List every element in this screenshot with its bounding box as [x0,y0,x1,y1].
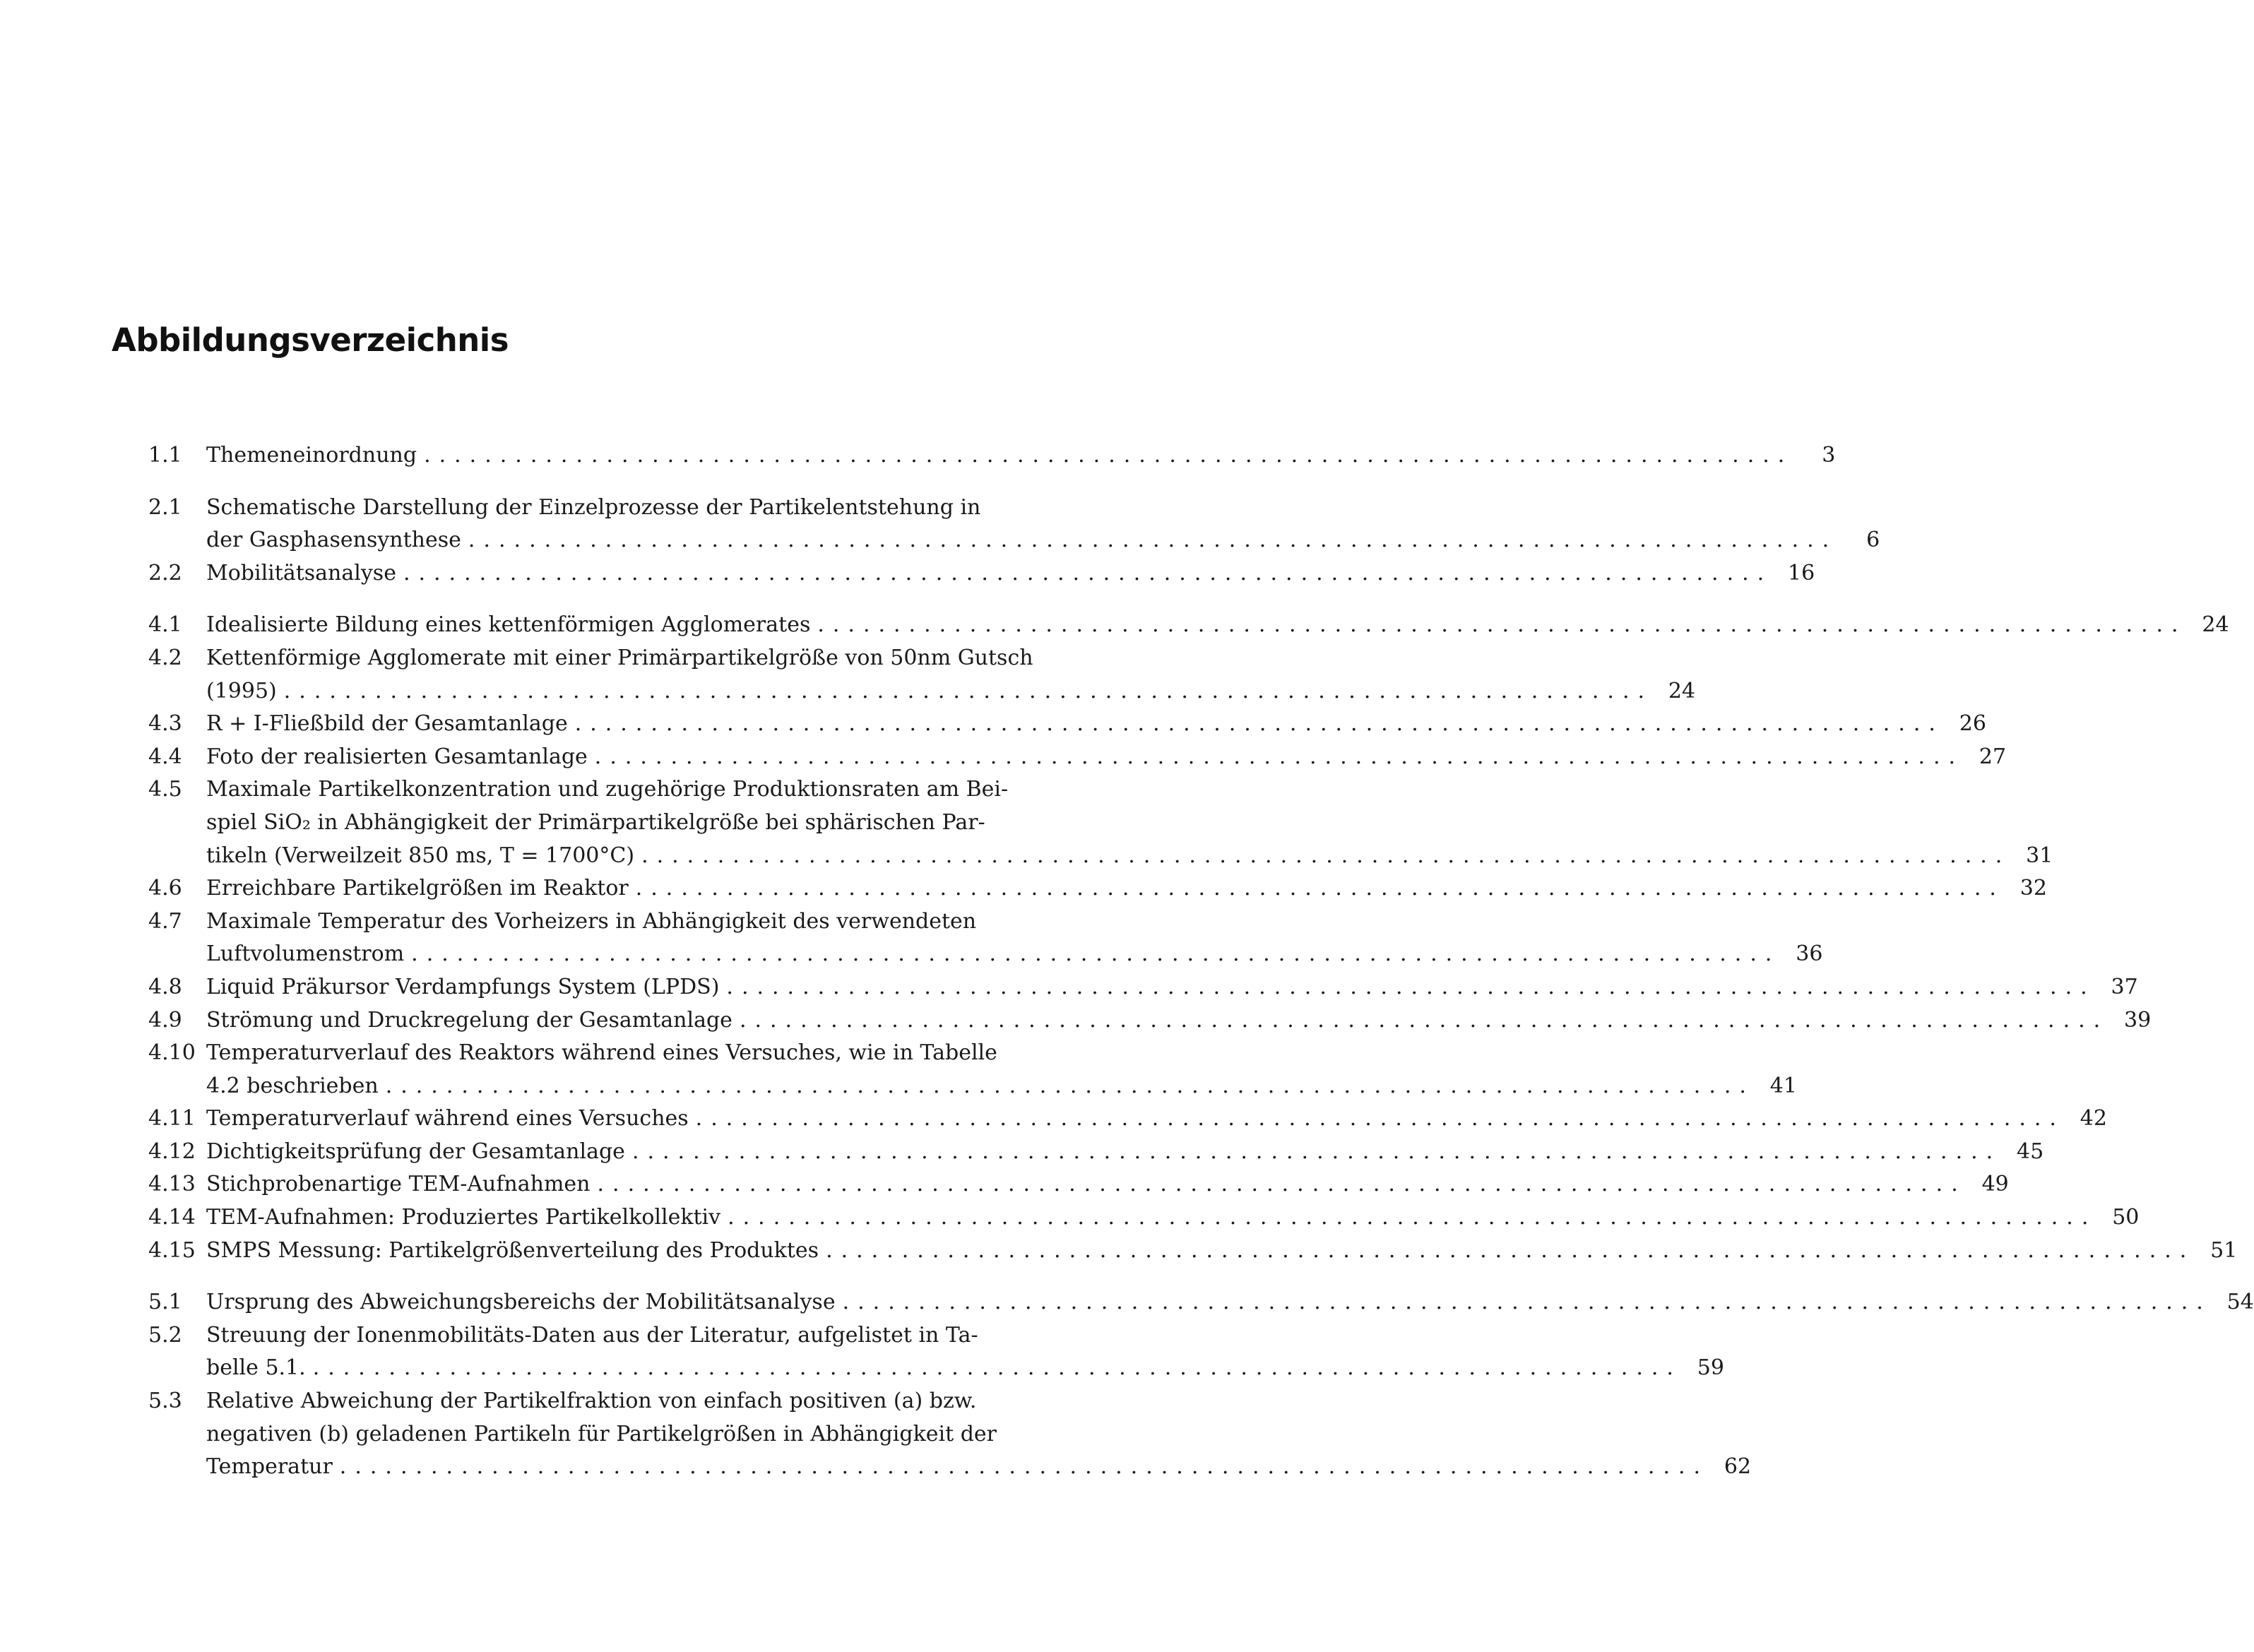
dot-leader: .......................................................................................... [695,1106,2065,1131]
figure-number: 4.10 [148,1040,196,1066]
dot-leader: .......................................................................................... [631,1139,2002,1164]
chapter-group [148,492,1880,590]
caption-last-line [206,1070,1797,1103]
figure-number: 4.7 [148,908,182,934]
caption-last-line [206,840,2053,873]
figure-entry[interactable] [148,905,1823,971]
figure-number: 5.2 [148,1322,182,1348]
page-number: 24 [2202,612,2229,638]
dot-leader: .......................................................................................... [826,1237,2195,1263]
caption-last-line [206,439,1835,473]
dot-leader: .......................................................................................... [403,560,1773,586]
caption-line: belle 5.1. [206,1355,306,1381]
figure-caption [206,642,1695,708]
dot-leader: .......................................................................................... [594,744,1964,769]
page-number: 54 [2226,1290,2254,1315]
caption-line: Strömung und Druckregelung der Gesamtanlage [206,1007,732,1033]
page-number: 6 [1866,528,1880,553]
figure-caption [206,971,2138,1004]
figure-entry[interactable] [148,1136,2044,1169]
page-number: 45 [2017,1139,2044,1164]
caption-line: Liquid Präkursor Verdampfungs System (LPDS) [206,974,720,999]
figure-caption [206,1004,2151,1038]
page-number: 26 [1959,711,1986,737]
figure-number: 4.3 [148,711,182,737]
figure-entry[interactable] [148,1004,2152,1038]
dot-leader: .......................................................................................... [468,528,1838,553]
caption-last-line [206,1235,2237,1268]
figure-entry[interactable] [148,557,1815,590]
caption-last-line [206,609,2229,642]
caption-line: negativen (b) geladenen Partikeln für Partikelgrößen in Abhängigkeit der [206,1421,997,1446]
caption-line: Stichprobenartige TEM-Aufnahmen [206,1172,591,1197]
dot-leader: .......................................................................................... [726,974,2096,999]
figure-caption [206,1385,1751,1484]
figure-caption [206,708,1986,741]
figure-caption [206,773,2053,872]
page-number: 39 [2124,1007,2152,1033]
figure-entry[interactable] [148,1286,2254,1319]
page-number: 37 [2111,974,2138,999]
caption-line: Themeneinordnung [206,443,417,468]
figure-caption [206,1286,2254,1319]
caption-line: spiel SiO₂ in Abhängigkeit der Primärpartikelgröße bei sphärischen Par- [206,809,985,835]
figure-caption [206,439,1835,473]
caption-line: Ursprung des Abweichungsbereichs der Mobilitätsanalyse [206,1290,836,1315]
caption-last-line [206,1004,2151,1038]
dot-leader: .......................................................................................... [339,1454,1709,1480]
dot-leader: .......................................................................................... [424,443,1793,468]
caption-line: Kettenförmige Agglomerate mit einer Primärpartikelgröße von 50nm Gutsch [206,645,1033,670]
dot-leader: .......................................................................................... [728,1205,2097,1230]
page-title: Abbildungsverzeichnis [112,321,509,359]
caption-line: TEM-Aufnahmen: Produziertes Partikelkollektiv [206,1205,721,1230]
figure-caption [206,492,1880,557]
caption-line: Schematische Darstellung der Einzelprozesse der Partikelentstehung in [206,494,981,520]
caption-line: Maximale Temperatur des Vorheizers in Abhängigkeit des verwendeten [206,908,977,934]
page-number: 32 [2019,876,2047,901]
caption-last-line [206,1136,2044,1169]
list-of-figures [148,439,2254,1503]
caption-line: Luftvolumenstrom [206,941,405,967]
caption-last-line [206,1286,2254,1319]
figure-number: 4.11 [148,1106,196,1131]
figure-number: 1.1 [148,443,182,468]
dot-leader: .......................................................................................... [312,1355,1682,1381]
figure-caption [206,1037,1797,1103]
figure-entry[interactable] [148,741,2007,774]
figure-caption [206,1319,1724,1385]
caption-line: Maximale Partikelkonzentration und zugehörige Produktionsraten am Bei- [206,777,1009,802]
caption-line: Dichtigkeitsprüfung der Gesamtanlage [206,1139,625,1164]
figure-entry[interactable] [148,439,1836,473]
figure-number: 4.1 [148,612,182,638]
page-number: 51 [2210,1237,2238,1263]
dot-leader: .......................................................................................... [385,1073,1755,1098]
figure-number: 5.3 [148,1389,182,1414]
caption-last-line [206,675,1695,708]
figure-entry[interactable] [148,609,2229,642]
caption-last-line [206,971,2138,1004]
page-number: 16 [1788,560,1815,586]
caption-line: Streuung der Ionenmobilitäts-Daten aus der Literatur, aufgelistet in Ta- [206,1322,978,1348]
caption-last-line [206,557,1815,590]
chapter-group [148,609,2238,1267]
figure-number: 4.12 [148,1139,196,1164]
caption-line: Foto der realisierten Gesamtanlage [206,744,588,769]
figure-entry[interactable] [148,971,2138,1004]
dot-leader: .......................................................................................... [842,1290,2212,1315]
figure-entry[interactable] [148,1319,1724,1385]
caption-line: Idealisierte Bildung eines kettenförmigen Agglomerates [206,612,811,638]
figure-caption [206,905,1822,971]
caption-line: Relative Abweichung der Partikelfraktion von einfach positiven (a) bzw. [206,1389,977,1414]
page-number: 62 [1724,1454,1752,1480]
figure-caption [206,1103,2107,1136]
figure-number: 4.6 [148,876,182,901]
caption-last-line [206,708,1986,741]
figure-number: 4.5 [148,777,182,802]
caption-line: Mobilitätsanalyse [206,560,396,586]
figure-caption [206,872,2047,905]
chapter-group [148,439,1836,473]
figure-entry[interactable] [148,773,2053,872]
caption-line: 4.2 beschrieben [206,1073,379,1098]
dot-leader: .......................................................................................... [283,678,1654,703]
dot-leader: .......................................................................................... [597,1172,1967,1197]
dot-leader: .......................................................................................... [635,876,2005,901]
caption-last-line [206,1451,1751,1484]
page-number: 59 [1697,1355,1724,1381]
figure-number: 4.8 [148,974,182,999]
figure-number: 5.1 [148,1290,182,1315]
figure-caption [206,609,2229,642]
figure-caption [206,1201,2139,1235]
caption-line: Temperaturverlauf während eines Versuches [206,1106,689,1131]
caption-last-line [206,1168,2009,1201]
figure-entry[interactable] [148,872,2047,905]
dot-leader: .......................................................................................... [574,711,1944,737]
page-number: 24 [1668,678,1696,703]
dot-leader: .......................................................................................... [817,612,2187,638]
figure-entry[interactable] [148,1037,1797,1103]
figure-entry[interactable] [148,492,1880,557]
figure-entry[interactable] [148,1235,2238,1268]
figure-number: 4.15 [148,1237,196,1263]
figure-number: 4.2 [148,645,182,670]
figure-entry[interactable] [148,1201,2140,1235]
figure-entry[interactable] [148,1103,2107,1136]
dot-leader: .......................................................................................... [641,843,2011,868]
page-number: 49 [1981,1172,2009,1197]
caption-line: Temperatur [206,1454,333,1480]
figure-entry[interactable] [148,642,1696,708]
caption-last-line [206,1103,2107,1136]
figure-caption [206,741,2006,774]
figure-entry[interactable] [148,1168,2009,1201]
figure-entry[interactable] [148,1385,1752,1484]
dot-leader: .......................................................................................... [739,1007,2109,1033]
caption-line: der Gasphasensynthese [206,528,461,553]
caption-line: Erreichbare Partikelgrößen im Reaktor [206,876,629,901]
dot-leader: .......................................................................................... [411,941,1781,967]
figure-number: 4.4 [148,744,182,769]
figure-number: 4.9 [148,1007,182,1033]
figure-caption [206,557,1815,590]
caption-last-line [206,741,2006,774]
caption-last-line [206,938,1822,971]
caption-last-line [206,872,2047,905]
page-number: 36 [1796,941,1823,967]
figure-number: 2.1 [148,494,182,520]
caption-line: (1995) [206,678,277,703]
caption-line: SMPS Messung: Partikelgrößenverteilung des Produktes [206,1237,819,1263]
figure-number: 2.2 [148,560,182,586]
figure-number: 4.13 [148,1172,196,1197]
figure-caption [206,1136,2044,1169]
chapter-group [148,1286,2254,1484]
caption-last-line [206,1352,1724,1385]
caption-line: Temperaturverlauf des Reaktors während eines Versuches, wie in Tabelle [206,1040,997,1066]
caption-last-line [206,524,1880,557]
page-number: 50 [2112,1205,2140,1230]
page-number: 31 [2026,843,2053,868]
caption-last-line [206,1201,2139,1235]
page-number: 27 [1979,744,2007,769]
figure-caption [206,1235,2237,1268]
caption-line: tikeln (Verweilzeit 850 ms, T = 1700°C) [206,843,635,868]
figure-entry[interactable] [148,708,1986,741]
figure-caption [206,1168,2009,1201]
page-number: 42 [2080,1106,2107,1131]
caption-line: R + I-Fließbild der Gesamtanlage [206,711,568,737]
page-number: 3 [1822,443,1836,468]
figure-number: 4.14 [148,1205,196,1230]
page-number: 41 [1769,1073,1797,1098]
